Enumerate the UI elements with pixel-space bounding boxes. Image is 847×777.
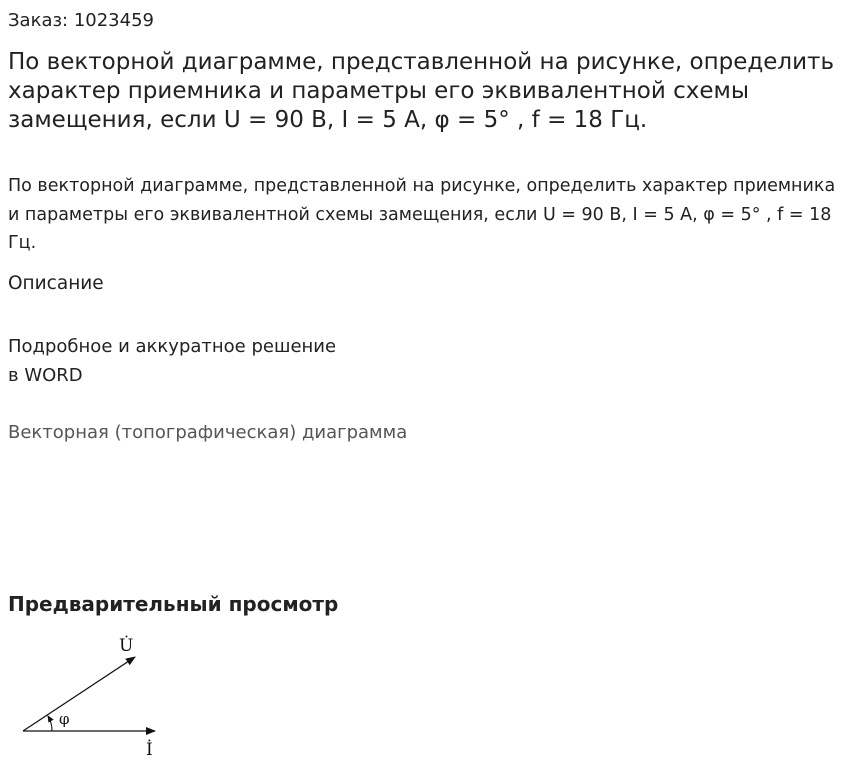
description-text-line-2: в WORD [8,365,83,386]
current-vector-label: İ [146,740,153,760]
order-number: Заказ: 1023459 [8,10,154,31]
diagram-caption: Векторная (топографическая) диаграмма [8,422,408,443]
phase-angle-label: φ [59,710,70,728]
preview-heading: Предварительный просмотр [8,592,339,616]
description-heading: Описание [8,273,104,294]
phase-angle-arc [48,716,52,731]
description-text-line-1: Подробное и аккуратное решение [8,336,337,357]
problem-title: По векторной диаграмме, представленной на рисунке, определить характер приемника и параметры его эквивалентной схемы замещения, если U = 90 В, I = 5 А, φ = 5° , f = 18 Гц. [8,49,835,133]
problem-statement: По векторной диаграмме, представленной на рисунке, определить характер приемника и параметры его эквивалентной схемы замещения, если U = 90 В, I = 5 А, φ = 5° , f = 18 Гц. [8,176,836,253]
vector-diagram-preview [0,628,180,768]
voltage-vector-label: U̇ [119,636,134,656]
voltage-vector [23,657,135,731]
vector-diagram [0,628,180,768]
